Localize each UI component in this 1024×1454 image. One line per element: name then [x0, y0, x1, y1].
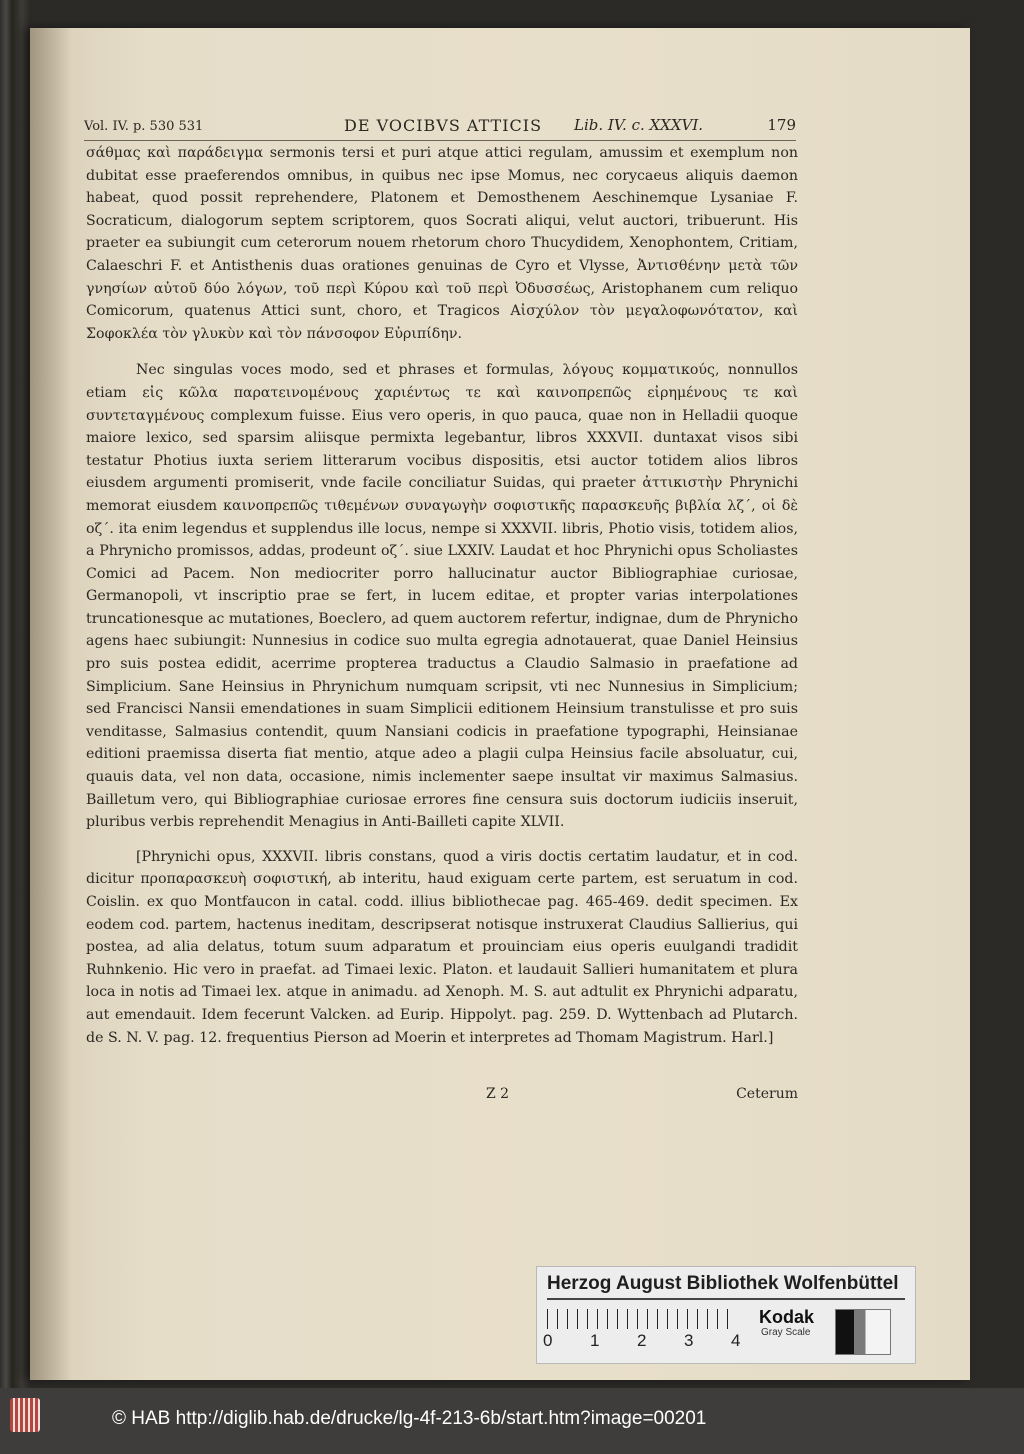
- library-color-scale-stamp: [536, 1266, 916, 1364]
- scale-rule: [547, 1298, 905, 1300]
- page-number: 179: [767, 116, 796, 134]
- signature-mark: Z 2: [486, 1086, 510, 1102]
- scale-number: 4: [731, 1331, 741, 1350]
- hab-logo-icon[interactable]: [10, 1398, 40, 1432]
- gray-scale-swatch: [835, 1309, 891, 1355]
- library-name: Herzog August Bibliothek Wolfenbüttel: [547, 1273, 899, 1294]
- gray-scale-label: Gray Scale: [761, 1327, 811, 1338]
- catchword: Ceterum: [736, 1086, 798, 1102]
- running-header: [84, 110, 796, 141]
- running-title: DE VOCIBVS ATTICIS: [344, 116, 543, 135]
- scale-number: 2: [637, 1331, 647, 1350]
- scale-number: 0: [543, 1331, 553, 1350]
- scale-ticks: [547, 1309, 737, 1329]
- copyright-link[interactable]: © HAB http://diglib.hab.de/drucke/lg-4f-213-6b/start.htm?image=00201: [112, 1408, 707, 1429]
- paragraph-3: [Phrynichi opus, XXXVII. libris constans, quod a viris doctis certatim laudatur, et in cod. dicitur προπαρασκευὴ σοφιστική, ab interitu, haud exiguam certe partem, est seruatum in cod. Coislin. ex quo Montfaucon in catal. codd. illius bibliothecae pag. 465-469. dedit specimen. Ex eodem cod. partem, hactenus ineditam, descripserat notisque instruxerat Claudius Sallierius, qui postea, ad alia delatus, totum suum adparatum et prouinciam eius operis euulgandi tradidit Ruhnkenio. Hic vero in praefat. ad Timaei lexic. Platon. et laudauit Sallieri humanitatem et plura loca in notis ad Timaei lex. atque in animadu. ad Xenoph. M. S. aut adtulit ex Phrynichi adparatu, aut emendauit. Idem fecerunt Valcken. ad Eurip. Hippolyt. pag. 259. D. Wyttenbach ad Plutarch. de S. N. V. pag. 12. frequentius Pierson ad Moerin et interpretes ad Thomam Magistrum. Harl.]: [86, 848, 798, 1046]
- paragraph-1: σάθμας καὶ παράδειγμα sermonis tersi et puri atque attici regulam, amussim et exemplum non dubitat esse praeferendos omnibus, in quibus nec ipse Momus, nec corycaeus aliquis daemon habeat, quod possit reprehendere, Platonem et Demosthenem Aeschinemque Lysaniae F. Socraticum, dialogorum septem scriptorem, quos Socrati aliqui, velut auctori, tribuerunt. His praeter ea subiungit cum ceterorum nouem rhetorum choro Thucydidem, Xenophontem, Critiam, Calaeschri F. et Antisthenis duas orationes genuinas de Cyro et Vlysse, Ἀντισθένην μετὰ τῶν γνησίων αὐτοῦ δύο λόγων, τοῦ περὶ Κύρου καὶ τοῦ περὶ Ὀδυσσέως, Aristophanem cum reliquo Comicorum, quatenus Attici sunt, choro, et Tragicos Αἰσχύλον τὸν μεγαλοφωνότατον, καὶ Σοφοκλέα τὸν γλυκὺν καὶ τὸν πάνσοφον Εὐριπίδην.: [86, 145, 798, 342]
- page-gutter-shadow: [30, 28, 72, 1380]
- page-body: [86, 142, 798, 1049]
- kodak-logo: Kodak: [759, 1307, 815, 1327]
- scale-number: 1: [590, 1331, 600, 1350]
- book-chapter-reference: Lib. IV. c. XXXVI.: [574, 116, 704, 134]
- scale-numbers: [543, 1331, 783, 1351]
- volume-reference: Vol. IV. p. 530 531: [84, 119, 204, 134]
- viewer-footer: [0, 1388, 1024, 1454]
- paragraph-2: Nec singulas voces modo, sed et phrases et formulas, λόγους κομματικούς, nonnullos etiam εἰς κῶλα παρατεινομένους χαριέντως τε καὶ καινοπρεπῶς εἰρημένους τε καὶ συντεταγμένους complexum fuisse. Eius vero operis, in quo pauca, quae non in Helladii quoque maiore lexico, sed sparsim aliisque permixta legebantur, libros XXXVII. duntaxat visos sibi testatur Photius iuxta seriem litterarum vocibus dispositis, etsi auctor totidem alios libros eiusdem argumenti promiserit, vnde facile conciliatur Suidas, qui praeter ἀττικιστὴν Phrynichi memorat eiusdem καινοπρεπῶς τιθεμένων συναγωγὴν σοφιστικῆς παρασκευῆς βιβλία λζ΄, οἱ δὲ οζ΄. ita enim legendus et supplendus ille locus, nempe si XXXVII. libris, Photio visis, totidem alios, a Phrynicho promissos, addas, prodeunt οζ΄. siue LXXIV. Laudat et hoc Phrynichi opus Scholiastes Comici ad Pacem. Non mediocriter porro hallucinatur auctor Bibliographiae curiosae, Germanopoli, vt inscriptio prae se fert, in lucem editae, et propter varias interpolationes truncationesque ac mutationes, Boeclero, ad quem auctorem refertur, indignae, dum de Phrynicho agens haec subiungit: Nunnesius in codice suo multa egregia adnotauerat, quae Daniel Heinsius pro suis postea edidit, acerrime propterea traductus a Claudio Salmasio in praefatione ad Simplicium. Sane Heinsius in Phrynichum numquam scripsit, vti nec Nunnesius in Simplicium; sed Francisci Nansii emendationes in suam Simplicii editionem Heinsium transtulisse et pro suis venditasse, Salmasius contendit, quum Nansiani codicis in praefatione typographi, Heinsianae editioni praemissa diserta fiat mentio, atque adeo a plagii culpa Heinsius facile absoluatur, cui, quauis data, vel non data, occasione, nimis inclementer saepe insultat vir maximus Salmasius. Bailletum vero, qui Bibliographiae curiosae errores fine censura suis doctorum iudiciis inseruit, pluribus verbis reprehendit Menagius in Anti-Bailleti capite XLVII.: [86, 362, 798, 831]
- scale-number: 3: [684, 1331, 694, 1350]
